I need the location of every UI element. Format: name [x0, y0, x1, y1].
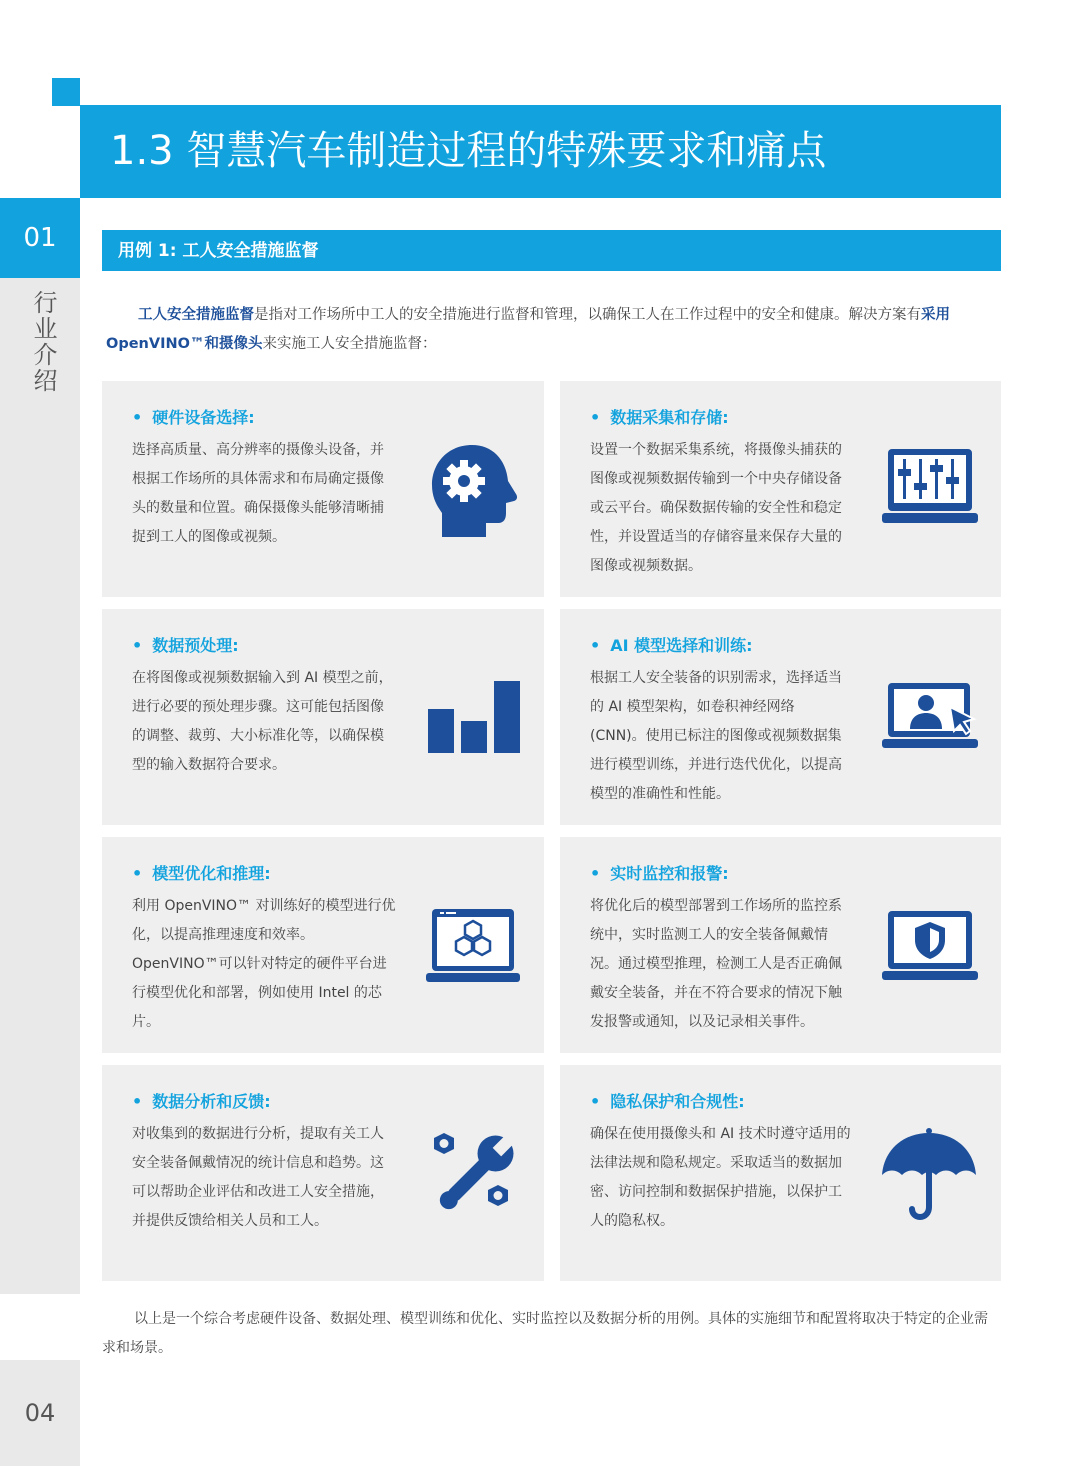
- intro-paragraph: [106, 301, 986, 359]
- card-privacy-compliance: [560, 1065, 1001, 1281]
- intro-text-2: 来实施工人安全措施监督：: [262, 336, 437, 352]
- card-hardware-selection: [102, 381, 544, 597]
- card-ai-model-training: [560, 609, 1001, 825]
- card-body: 对收集到的数据进行分析，提取有关工人安全装备佩戴情况的统计信息和趋势。这可以帮助企业评估和改进工人安全措施，并提供反馈给相关人员和工人。: [132, 1126, 384, 1229]
- card-body: 选择高质量、高分辨率的摄像头设备，并根据工作场所的具体需求和布局确定摄像头的数量和位置。确保摄像头能够清晰捕捉到工人的图像或视频。: [132, 442, 384, 545]
- card-title: • 模型优化和推理:: [132, 863, 271, 885]
- laptop-sliders-icon: [882, 447, 978, 531]
- card-body: 将优化后的模型部署到工作场所的监控系统中，实时监测工人的安全装备佩戴情况。通过模型推理，检测工人是否正确佩戴安全装备，并在不符合要求的情况下触发报警或通知，以及记录相关事件。: [590, 898, 842, 1030]
- page-title: 1.3 智慧汽车制造过程的特殊要求和痛点: [110, 128, 827, 174]
- card-title: • 数据分析和反馈:: [132, 1091, 271, 1113]
- wrench-nuts-icon: [426, 1125, 524, 1223]
- card-title: • 隐私保护和合规性:: [590, 1091, 745, 1113]
- laptop-hexagons-icon: [426, 907, 520, 985]
- card-body: 确保在使用摄像头和 AI 技术时遵守适用的法律法规和隐私规定。采取适当的数据加密、访问控制和数据保护措施，以保护工人的隐私权。: [590, 1126, 851, 1229]
- page-number: 04: [0, 1360, 80, 1466]
- card-title: • 数据预处理:: [132, 635, 239, 657]
- card-model-optimization: [102, 837, 544, 1053]
- footer-paragraph: 以上是一个综合考虑硬件设备、数据处理、模型训练和优化、实时监控以及数据分析的用例。具体的实施细节和配置将取决于特定的企业需求和场景。: [102, 1311, 988, 1356]
- chapter-number: 01: [0, 198, 80, 278]
- card-title: • AI 模型选择和训练:: [590, 635, 753, 657]
- bar-chart-icon: [424, 679, 524, 755]
- card-data-analysis: [102, 1065, 544, 1281]
- intro-highlight-1: 工人安全措施监督: [138, 307, 254, 323]
- card-body: 根据工人安全装备的识别需求，选择适当的 AI 模型架构，如卷积神经网络 (CNN)。使用已标注的图像或视频数据集进行模型训练，并进行迭代优化，以提高模型的准确性和性能。: [590, 670, 842, 802]
- card-realtime-monitoring: [560, 837, 1001, 1053]
- laptop-user-icon: [882, 681, 978, 751]
- card-title: • 硬件设备选择:: [132, 407, 255, 429]
- card-data-preprocessing: [102, 609, 544, 825]
- gear-head-icon: [426, 441, 522, 541]
- card-body: 在将图像或视频数据输入到 AI 模型之前，进行必要的预处理步骤。这可能包括图像的调整、裁剪、大小标准化等，以确保模型的输入数据符合要求。: [132, 670, 393, 773]
- card-title: • 实时监控和报警:: [590, 863, 729, 885]
- card-data-collection: [560, 381, 1001, 597]
- chapter-label: 行业介绍: [29, 290, 57, 394]
- card-body: 设置一个数据采集系统，将摄像头捕获的图像或视频数据传输到一个中央存储设备或云平台。确保数据传输的安全性和稳定性，并设置适当的存储容量来保存大量的图像或视频数据。: [590, 442, 842, 574]
- intro-text-1: 是指对工作场所中工人的安全措施进行监督和管理，以确保工人在工作过程中的安全和健康。解决方案有: [254, 307, 921, 323]
- umbrella-icon: [880, 1127, 978, 1223]
- laptop-shield-icon: [882, 909, 978, 981]
- usecase-title: 用例 1: 工人安全措施监督: [118, 241, 319, 261]
- card-title: • 数据采集和存储:: [590, 407, 729, 429]
- intro-highlight-2: 采用 OpenVINO™和摄像头: [106, 307, 950, 352]
- card-body: 利用 OpenVINO™ 对训练好的模型进行优化，以提高推理速度和效率。OpenVINO™可以针对特定的硬件平台进行模型优化和部署，例如使用 Intel 的芯片。: [132, 898, 396, 1030]
- corner-accent: [52, 78, 80, 106]
